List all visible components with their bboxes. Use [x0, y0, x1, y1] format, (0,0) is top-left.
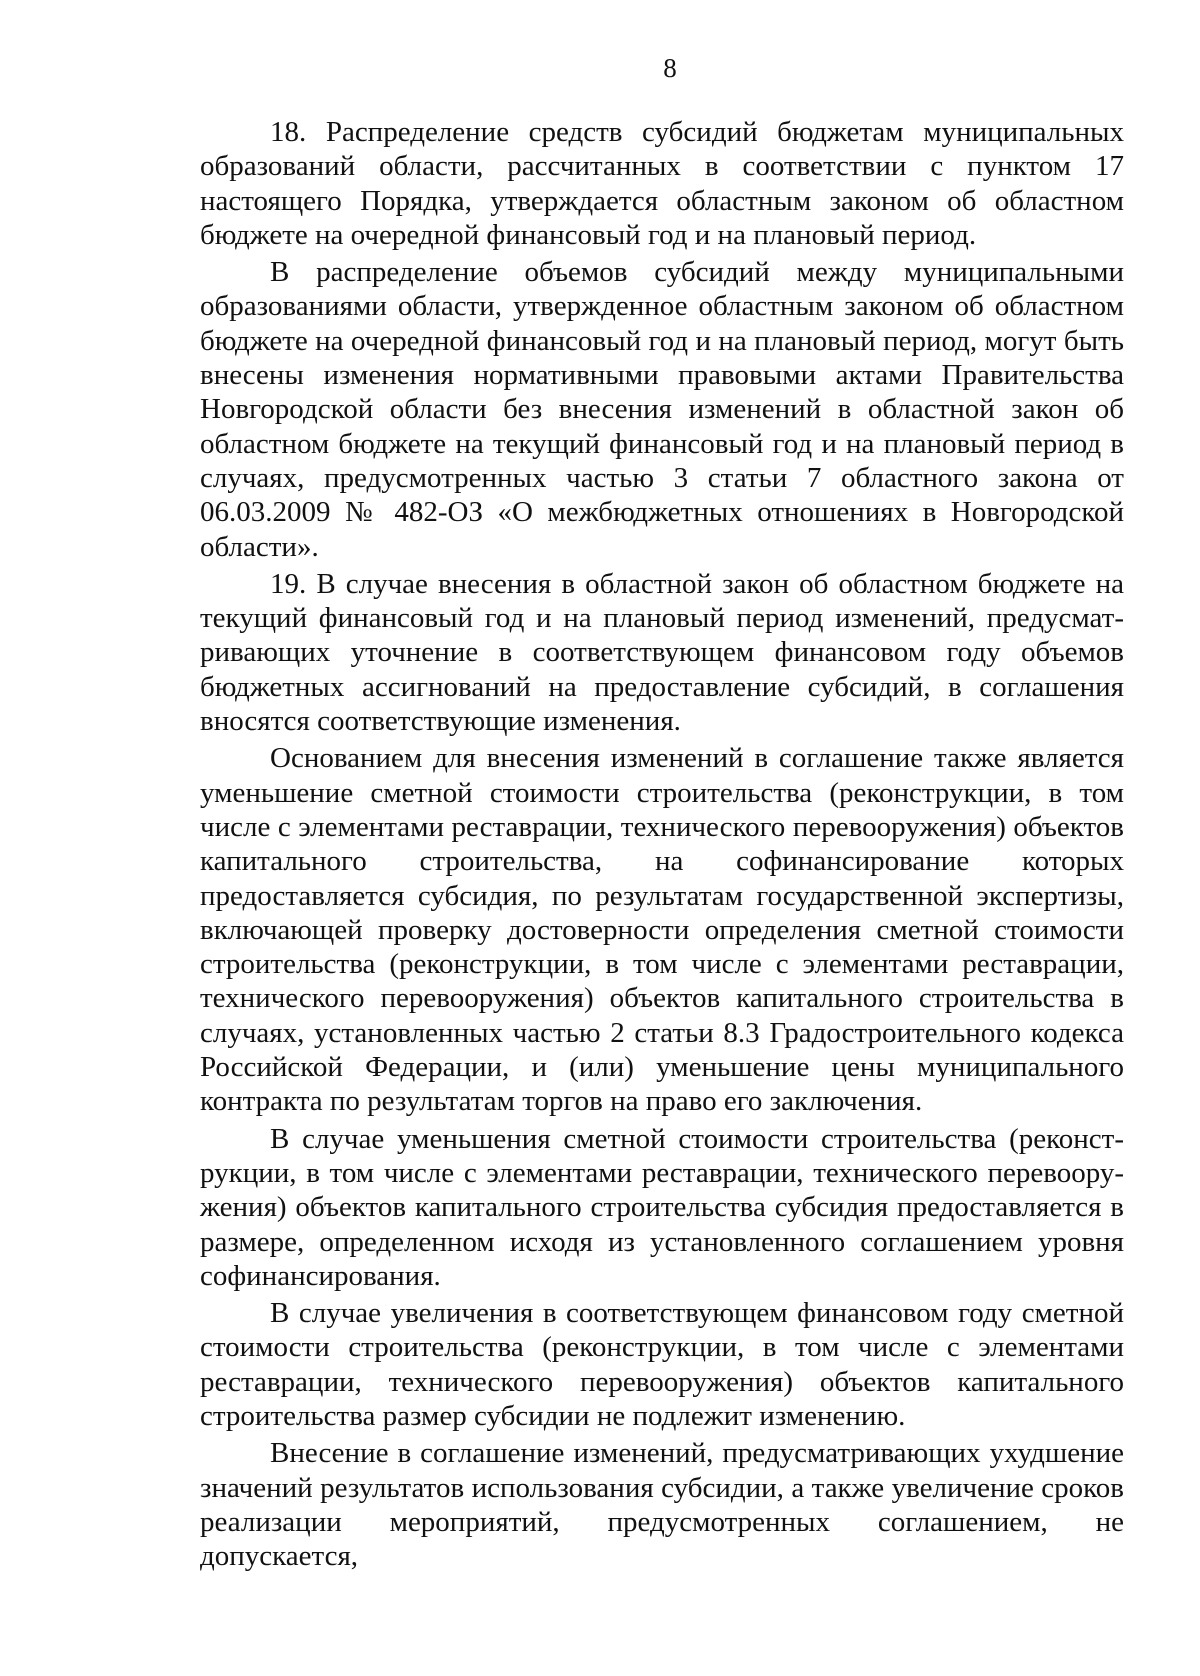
paragraph-distribution-changes: В распределение объемов субсидий между муниципальными образованиями области, утвержденное областным законом об областном бюджете на очередной финансовый год и на плановый период, могут быть внесены изменения нормативными правовыми актами Правительства Новгородской области без внесения изменений в областной закон об областном бюджете на текущий финансовый год и на плановый период в случаях, предусмотренных частью 3 статьи 7 областного закона от 06.03.2009 № 482-ОЗ «О межбюджетных отношениях в Новгородской области».	[200, 256, 1124, 563]
paragraph-19: 19. В случае внесения в областной закон об областном бюджете на текущий финансовый год и на плановый период изменений, предусматривающих уточнение в соответствующем финансовом году объемов бюджетных ассигнований на предоставление субсидий, в соглашения вносятся соответствующие изменения.	[200, 567, 1124, 738]
paragraph-prohibited-changes: Внесение в соглашение изменений, предусматривающих ухудшение значений результатов использования субсидии, а также увеличение сроков реализации мероприятий, предусмотренных соглашением, не допускается,	[200, 1437, 1124, 1573]
page-number: 8	[663, 53, 677, 83]
document-body	[200, 115, 1124, 1574]
paragraph-grounds-for-changes: Основанием для внесения изменений в соглашение также является уменьшение сметной стоимости строительства (реконструкции, в том числе с элементами реставрации, технического перевооружения) объектов капитального строительства, на софинансирование которых предоставляется субсидия, по результатам государственной экспертизы, включающей проверку достоверности определения сметной стоимости строительства (реконструкции, в том числе с элементами реставрации, технического перевооружения) объектов капитального строительства в случаях, установленных частью 2 статьи 8.3 Градостроительного кодекса Российской Федерации, и (или) уменьшение цены муниципального контракта по результатам торгов на право его заключения.	[200, 742, 1124, 1118]
paragraph-cost-increase: В случае увеличения в соответствующем финансовом году сметной стоимости строительства (реконструкции, в том числе с элементами реставрации, технического перевооружения) объектов капитального строительства размер субсидии не подлежит изменению.	[200, 1297, 1124, 1432]
paragraph-cost-decrease: В случае уменьшения сметной стоимости строительства (реконструкции, в том числе с элементами реставрации, технического перевооружения) объектов капитального строительства субсидия предоставляется в размере, определенном исходя из установленного соглашением уровня софинансирования.	[200, 1122, 1124, 1292]
paragraph-18: 18. Распределение средств субсидий бюджетам муниципальных образований области, рассчитанных в соответствии с пунктом 17 настоящего Порядка, утверждается областным законом об областном бюджете на очередной финансовый год и на плановый период.	[200, 116, 1124, 251]
